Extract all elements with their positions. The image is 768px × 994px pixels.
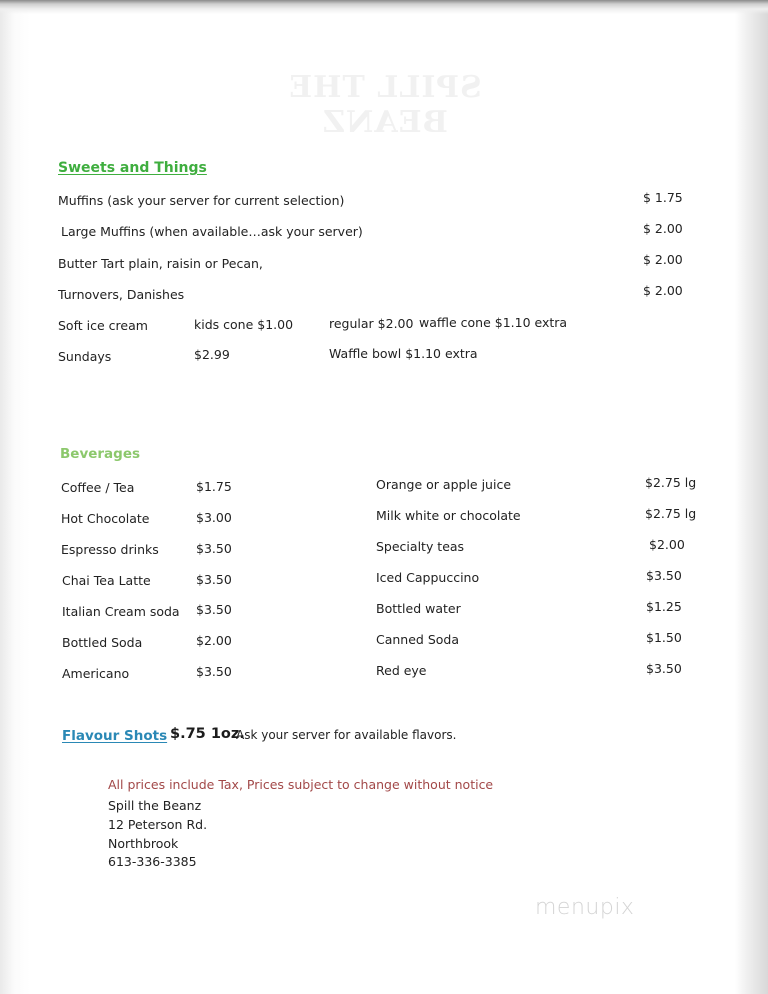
beverage-price: $3.50: [646, 661, 682, 676]
beverage-name: Iced Cappuccino: [376, 570, 480, 585]
menu-item-price: $ 1.75: [643, 190, 683, 205]
beverage-price: $3.50: [196, 541, 232, 556]
business-name: Spill the Beanz: [108, 798, 202, 813]
scan-top-edge: [0, 0, 768, 14]
beverage-name: Bottled Soda: [62, 635, 143, 650]
menu-item-price: $ 2.00: [643, 252, 683, 267]
beverage-price: $2.00: [196, 633, 232, 648]
business-city: Northbrook: [108, 836, 179, 851]
beverage-price: $3.50: [646, 568, 682, 583]
sundays-name: Sundays: [58, 349, 112, 364]
menu-item-name: Turnovers, Danishes: [58, 287, 185, 302]
flavour-shots-note: Ask your server for available flavors.: [236, 728, 457, 742]
beverage-name: Bottled water: [376, 601, 461, 616]
beverage-price: $2.75 lg: [645, 475, 697, 490]
beverage-price: $3.50: [196, 572, 232, 587]
beverage-price: $1.25: [646, 599, 682, 614]
ice-cream-name: Soft ice cream: [58, 318, 148, 333]
flavour-shots-heading: Flavour Shots: [62, 728, 168, 744]
beverage-name: Milk white or chocolate: [376, 508, 521, 523]
beverage-name: Espresso drinks: [61, 542, 159, 557]
menupix-watermark: menupix: [535, 895, 635, 920]
ice-cream-waffle-extra: waffle cone $1.10 extra: [419, 315, 568, 330]
beverage-price: $1.50: [646, 630, 682, 645]
ice-cream-kids-price: kids cone $1.00: [194, 317, 294, 332]
menu-item-price: $ 2.00: [643, 283, 683, 298]
menu-item-name: Butter Tart plain, raisin or Pecan,: [58, 256, 263, 271]
business-phone: 613-336-3385: [108, 854, 197, 869]
beverage-name: Hot Chocolate: [61, 511, 150, 526]
menu-item-name: Large Muffins (when available…ask your server): [61, 224, 363, 239]
sundays-waffle-extra: Waffle bowl $1.10 extra: [329, 346, 478, 361]
beverages-heading: Beverages: [60, 446, 141, 462]
beverage-name: Chai Tea Latte: [62, 573, 151, 588]
beverage-price: $2.00: [649, 537, 685, 552]
beverage-name: Americano: [62, 666, 130, 681]
menu-item-name: Muffins (ask your server for current selection): [58, 193, 345, 208]
beverage-name: Specialty teas: [376, 539, 465, 554]
beverage-price: $2.75 lg: [645, 506, 697, 521]
beverage-name: Italian Cream soda: [62, 604, 180, 619]
beverage-name: Red eye: [376, 663, 427, 678]
business-address: 12 Peterson Rd.: [108, 817, 208, 832]
beverage-name: Orange or apple juice: [376, 477, 512, 492]
beverage-name: Coffee / Tea: [61, 480, 135, 495]
beverage-price: $3.50: [196, 664, 232, 679]
flavour-shots-price: $.75 1oz.: [170, 726, 245, 742]
sweets-heading: Sweets and Things: [58, 160, 207, 176]
beverage-price: $3.00: [196, 510, 232, 525]
beverage-price: $3.50: [196, 602, 232, 617]
ice-cream-regular-price: regular $2.00: [329, 316, 414, 331]
menu-item-price: $ 2.00: [643, 221, 683, 236]
beverage-price: $1.75: [196, 479, 232, 494]
beverage-name: Canned Soda: [376, 632, 460, 647]
bleed-through-title: SPILL THE BEANZ: [288, 70, 482, 140]
price-notice: All prices include Tax, Prices subject to change without notice: [108, 777, 494, 792]
sundays-price: $2.99: [194, 347, 230, 362]
